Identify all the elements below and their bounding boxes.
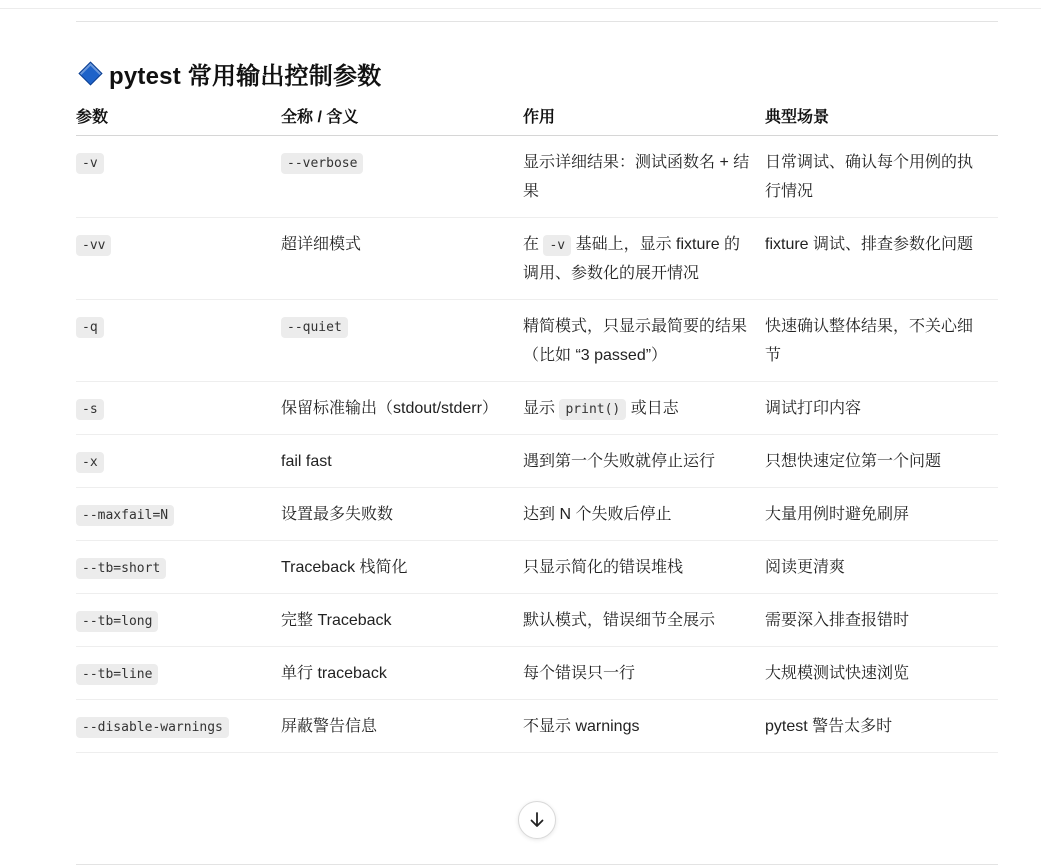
table-row <box>76 435 998 488</box>
effect-code: print() <box>559 399 626 420</box>
effect-text: 或日志 <box>630 400 679 417</box>
effect-cell <box>523 218 765 300</box>
param-code: -v <box>76 153 104 174</box>
scene-cell: 调试打印内容 <box>765 382 998 435</box>
scroll-down-button[interactable] <box>518 801 556 839</box>
param-cell <box>76 435 281 488</box>
full-cell: 屏蔽警告信息 <box>281 700 523 753</box>
full-cell <box>281 136 523 218</box>
effect-text: 显示 <box>523 400 556 417</box>
table-row <box>76 136 998 218</box>
scene-cell: 日常调试、确认每个用例的执行情况 <box>765 136 998 218</box>
section-heading <box>78 56 381 90</box>
bottom-divider <box>76 864 998 865</box>
full-code: --quiet <box>281 317 348 338</box>
table-row <box>76 218 998 300</box>
full-cell: fail fast <box>281 435 523 488</box>
param-cell <box>76 136 281 218</box>
full-cell: 设置最多失败数 <box>281 488 523 541</box>
full-cell: Traceback 栈简化 <box>281 541 523 594</box>
effect-cell: 只显示简化的错误堆栈 <box>523 541 765 594</box>
param-cell <box>76 594 281 647</box>
param-cell <box>76 218 281 300</box>
param-cell <box>76 382 281 435</box>
param-cell <box>76 300 281 382</box>
effect-cell: 不显示 warnings <box>523 700 765 753</box>
table-row <box>76 594 998 647</box>
scene-cell: fixture 调试、排查参数化问题 <box>765 218 998 300</box>
full-cell <box>281 300 523 382</box>
blue-diamond-icon <box>78 61 102 85</box>
table-row <box>76 382 998 435</box>
param-cell <box>76 700 281 753</box>
effect-cell: 每个错误只一行 <box>523 647 765 700</box>
effect-text: 基础上，显示 fixture 的调用、参数化的展开情况 <box>523 236 741 282</box>
effect-cell: 达到 N 个失败后停止 <box>523 488 765 541</box>
scene-cell: 大规模测试快速浏览 <box>765 647 998 700</box>
effect-code: -v <box>543 235 571 256</box>
column-header: 全称 / 含义 <box>281 96 523 136</box>
param-code: --maxfail=N <box>76 505 174 526</box>
effect-cell <box>523 382 765 435</box>
scene-cell: 快速确认整体结果，不关心细节 <box>765 300 998 382</box>
param-code: --tb=short <box>76 558 166 579</box>
param-code: --tb=long <box>76 611 158 632</box>
effect-cell: 遇到第一个失败就停止运行 <box>523 435 765 488</box>
param-code: -x <box>76 452 104 473</box>
param-cell <box>76 541 281 594</box>
scene-cell: 大量用例时避免刷屏 <box>765 488 998 541</box>
table-row <box>76 300 998 382</box>
param-code: -s <box>76 399 104 420</box>
heading-title: pytest 常用输出控制参数 <box>109 62 382 90</box>
full-cell: 保留标准输出（stdout/stderr） <box>281 382 523 435</box>
param-code: --tb=line <box>76 664 158 685</box>
full-cell: 超详细模式 <box>281 218 523 300</box>
scene-cell: 需要深入排查报错时 <box>765 594 998 647</box>
column-header: 作用 <box>523 96 765 136</box>
param-code: -q <box>76 317 104 338</box>
scene-cell: pytest 警告太多时 <box>765 700 998 753</box>
table-row <box>76 647 998 700</box>
effect-cell: 精简模式，只显示最简要的结果（比如 “3 passed”） <box>523 300 765 382</box>
param-code: --disable-warnings <box>76 717 229 738</box>
full-code: --verbose <box>281 153 363 174</box>
table-row <box>76 488 998 541</box>
effect-cell: 显示详细结果：测试函数名 + 结果 <box>523 136 765 218</box>
scene-cell: 只想快速定位第一个问题 <box>765 435 998 488</box>
top-divider <box>0 8 1041 9</box>
effect-text: 在 <box>523 236 540 253</box>
effect-cell: 默认模式，错误细节全展示 <box>523 594 765 647</box>
arrow-down-icon <box>527 810 547 830</box>
full-cell: 单行 traceback <box>281 647 523 700</box>
column-header: 典型场景 <box>765 96 998 136</box>
column-header: 参数 <box>76 96 281 136</box>
table-row <box>76 700 998 753</box>
param-code: -vv <box>76 235 111 256</box>
scene-cell: 阅读更清爽 <box>765 541 998 594</box>
param-cell <box>76 488 281 541</box>
options-table <box>76 96 998 753</box>
full-cell: 完整 Traceback <box>281 594 523 647</box>
table-row <box>76 541 998 594</box>
param-cell <box>76 647 281 700</box>
table-header-row <box>76 96 998 136</box>
section-divider <box>76 21 998 22</box>
